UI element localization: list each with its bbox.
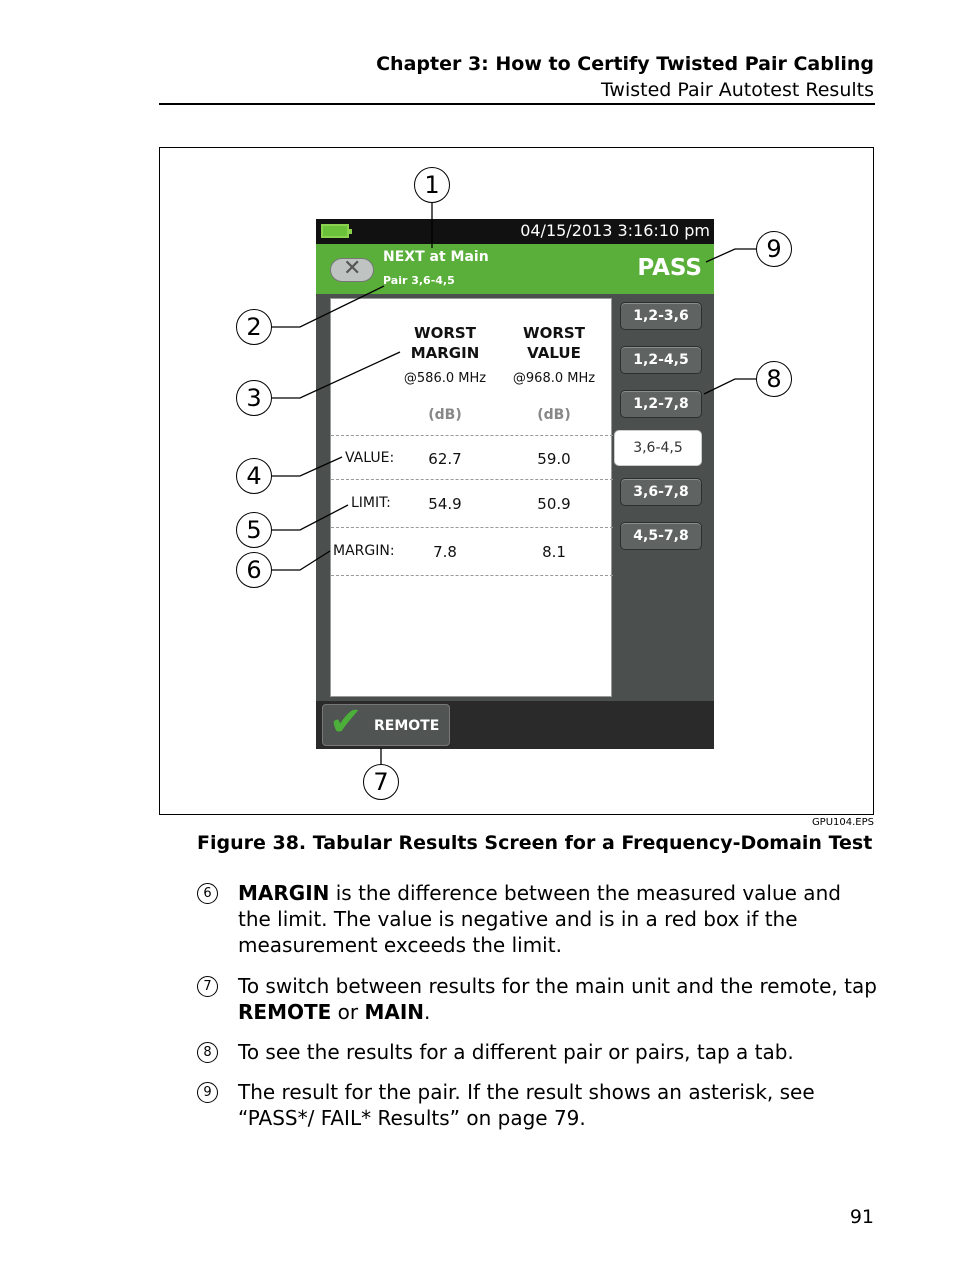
leader-line-5 [272,505,348,530]
callout-4: 4 [236,458,272,494]
leader-line-2 [272,286,384,327]
close-x-icon: ✕ [343,256,362,281]
figure-file-name: GPU104.EPS [811,817,874,828]
item-number: 6 [197,883,218,904]
leader-line-6 [272,551,330,570]
item-text [238,880,878,958]
item-text: The result for the pair. If the result shows an asterisk, see “PASS*/ FAIL* Results” on page 79. [238,1080,815,1130]
callout-5: 5 [236,512,272,548]
unit-value: (dB) [537,407,571,423]
table-cell: 62.7 [428,450,462,468]
item-text: To see the results for a different pair or pairs, tap a tab. [238,1040,794,1064]
tab-pair[interactable]: 4,5-7,8 [620,522,702,550]
term: MARGIN [238,881,330,905]
row-label: VALUE: [345,450,395,466]
unit-margin: (dB) [428,407,462,423]
figure-caption: Figure 38. Tabular Results Screen for a Frequency-Domain Test [197,832,873,854]
checkmark-icon: ✔ [329,699,363,745]
leader-line-8 [704,379,756,394]
item-number: 7 [197,976,218,997]
row-label: MARGIN: [333,543,395,559]
table-cell: 54.9 [428,495,462,513]
frequency-margin: @586.0 MHz [403,371,487,386]
column-header-line: VALUE [527,344,581,362]
description: . [424,1000,431,1024]
page-number: 91 [849,1206,874,1228]
item-number: 9 [197,1082,218,1103]
running-header-chapter: Chapter 3: How to Certify Twisted Pair Cabling [376,53,874,75]
running-header-section: Twisted Pair Autotest Results [600,79,874,101]
frequency-value: @968.0 MHz [512,371,596,386]
term: MAIN [364,1000,425,1024]
row-label: LIMIT: [351,495,391,511]
table-cell: 59.0 [537,450,571,468]
description: To switch between results for the main unit and the remote, tap [238,974,877,998]
item-number: 8 [197,1042,218,1063]
remote-label: REMOTE [374,718,440,734]
column-header-line: MARGIN [410,344,480,362]
callout-7: 7 [363,764,399,800]
table-cell: 7.8 [433,543,457,561]
leader-line-9 [706,249,756,262]
item-text [238,973,878,1025]
table-cell: 50.9 [537,495,571,513]
term: REMOTE [238,1000,332,1024]
datetime: 04/15/2013 3:16:10 pm [520,221,710,240]
callout-8: 8 [756,361,792,397]
tab-pair[interactable]: 1,2-4,5 [620,346,702,374]
tab-pair[interactable]: 1,2-7,8 [620,390,702,418]
callout-1: 1 [414,167,450,203]
test-title: NEXT at Main [383,249,489,265]
result-status: PASS [637,255,702,281]
pair-label: Pair 3,6-4,5 [383,274,455,287]
description: is the difference between the measured value and the limit. The value is negative and is in a red box if the measurement exceeds the limit. [238,881,841,957]
callout-2: 2 [236,309,272,345]
column-header-line: WORST [414,324,476,342]
column-header-line: WORST [523,324,585,342]
callout-3: 3 [236,380,272,416]
tab-pair[interactable]: 1,2-3,6 [620,302,702,330]
leader-line-3 [272,352,400,398]
tab-pair-active[interactable]: 3,6-4,5 [614,430,702,466]
callout-9: 9 [756,231,792,267]
leader-line-4 [272,457,342,476]
description: or [331,1000,365,1024]
tab-pair[interactable]: 3,6-7,8 [620,478,702,506]
table-cell: 8.1 [542,543,566,561]
callout-6: 6 [236,552,272,588]
